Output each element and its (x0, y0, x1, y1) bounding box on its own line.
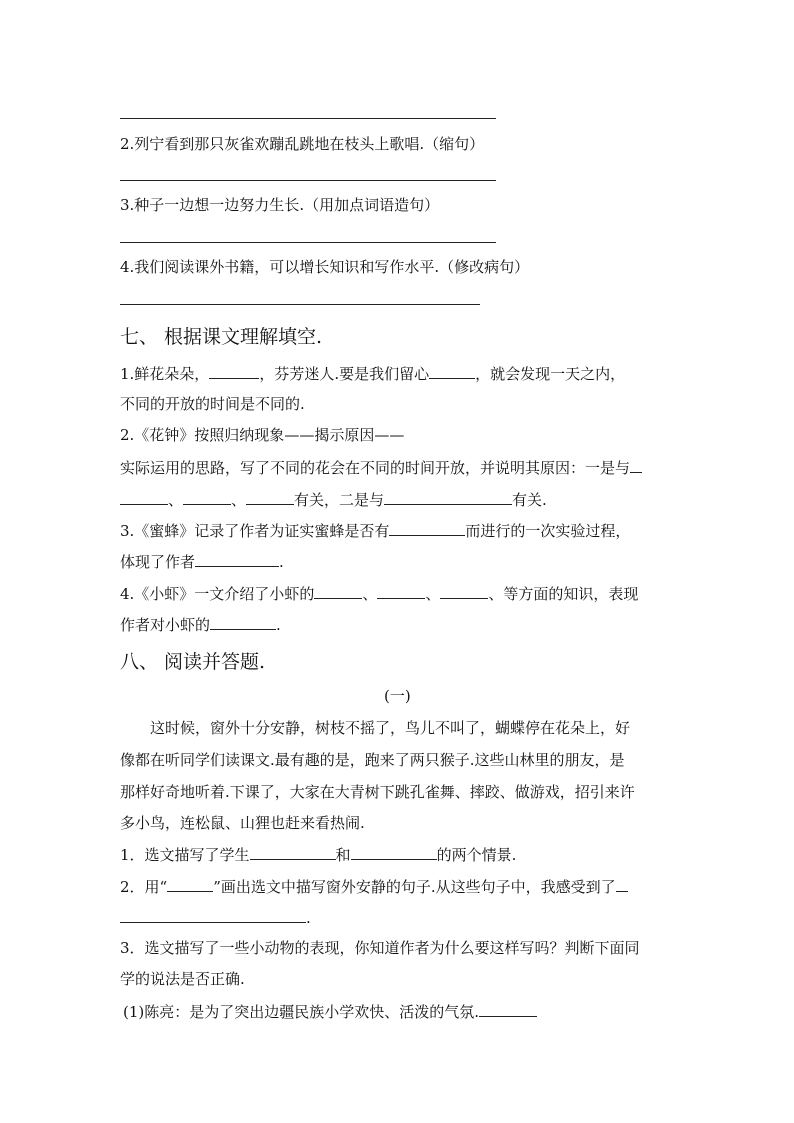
s7-q1-text-b: ，芬芳迷人.要是我们留心 (259, 365, 430, 383)
s7-q2-end: 有关. (512, 491, 547, 509)
answer-line-1[interactable] (120, 118, 496, 119)
s7-q3-line2 (120, 550, 284, 572)
blank[interactable] (389, 519, 465, 536)
section-8-title: 八、 阅读并答题. (120, 651, 266, 673)
blank[interactable] (250, 843, 336, 860)
blank[interactable] (314, 582, 362, 599)
s8-q3-line1: 3．选文描写了一些小动物的表现，你知道作者为什么要这样写吗？判断下面同 (120, 939, 640, 957)
s8-q3-item-1 (123, 1000, 537, 1022)
s8-q2-end: . (306, 909, 311, 927)
sep: 、 (231, 491, 247, 509)
blank[interactable] (167, 875, 213, 892)
passage-line-2: 像都在听同学们读课文.最有趣的是，跑来了两只猴子.这些山林里的朋友，是 (120, 751, 625, 769)
blank[interactable] (209, 362, 259, 379)
s8-q2-b: ”画出选文中描写窗外安静的句子.从这些句子中，我感受到了 (213, 878, 616, 896)
s7-q2-text: 实际运用的思路，写了不同的花会在不同的时间开放，并说明其原因：一是与 (120, 459, 631, 477)
s7-q2-line1: 2.《花钟》按照归纳现象——揭示原因—— (120, 426, 405, 444)
s8-q2-line2 (120, 906, 311, 928)
s7-q2-line2 (120, 456, 642, 478)
s7-q1-text-c: ，就会发现一天之内， (475, 365, 626, 383)
s8-q3-line2: 学的说法是否正确. (120, 970, 245, 988)
passage-line-1: 这时候，窗外十分安静，树枝不摇了，鸟儿不叫了，蝴蝶停在花朵上，好 (150, 719, 631, 737)
sep: 、 (168, 491, 184, 509)
s7-q4-line2-a: 作者对小虾的 (120, 616, 211, 634)
answer-line-2[interactable] (120, 180, 496, 181)
s7-q3-line2-b: . (279, 553, 284, 571)
s7-q3-line1 (120, 519, 630, 541)
blank[interactable] (440, 582, 488, 599)
blank[interactable] (377, 582, 425, 599)
passage-line-4: 多小鸟，连松鼠、山狸也赶来看热闹. (120, 814, 365, 832)
blank[interactable] (429, 362, 475, 379)
s6-question-3: 3.种子一边想一边努力生长.（用加点词语造句） (120, 196, 440, 214)
s8-q2-line1 (120, 875, 628, 897)
blank[interactable] (630, 456, 642, 473)
s7-q3-text-b: 而进行的一次实验过程， (465, 522, 631, 540)
blank[interactable] (384, 488, 512, 505)
answer-line-4[interactable] (120, 304, 480, 305)
section-7-title: 七、 根据课文理解填空. (120, 326, 323, 348)
answer-line-3[interactable] (120, 242, 496, 243)
s8-q3-item-1-text: (1)陈亮：是为了突出边疆民族小学欢快、活泼的气氛. (123, 1003, 480, 1021)
s7-q2-line3 (120, 488, 547, 510)
s6-question-2: 2.列宁看到那只灰雀欢蹦乱跳地在枝头上歌唱.（缩句） (120, 135, 485, 153)
passage-line-3: 那样好奇地听着.下课了，大家在大青树下跳孔雀舞、摔跤、做游戏，招引来许 (120, 783, 635, 801)
s7-q4-text-a: 4.《小虾》一文介绍了小虾的 (120, 585, 315, 603)
sep: 、 (425, 585, 441, 603)
blank[interactable] (246, 488, 294, 505)
s8-q1-a: 1．选文描写了学生 (120, 846, 250, 864)
s7-q2-mid: 有关，二是与 (294, 491, 385, 509)
s7-q4-line2 (120, 613, 281, 635)
blank[interactable] (183, 488, 231, 505)
s8-q1-c: 的两个情景. (436, 846, 517, 864)
sep: 、 (362, 585, 378, 603)
blank[interactable] (351, 843, 437, 860)
s8-q1-b: 和 (335, 846, 351, 864)
s7-q1-line2: 不同的开放的时间是不同的. (120, 395, 305, 413)
s7-q3-line2-a: 体现了作者 (120, 553, 196, 571)
passage-subtitle: (一) (384, 687, 411, 705)
s7-q4-line2-b: . (276, 616, 281, 634)
s8-q1 (120, 843, 516, 865)
blank[interactable] (210, 613, 276, 630)
s7-q4-text-b: 、等方面的知识，表现 (488, 585, 639, 603)
s7-q4-line1 (120, 582, 638, 604)
blank[interactable] (479, 1000, 537, 1017)
s6-question-4: 4.我们阅读课外书籍，可以增长知识和写作水平.（修改病句） (120, 258, 530, 276)
blank[interactable] (195, 550, 279, 567)
s7-q1-text-a: 1.鲜花朵朵， (120, 365, 210, 383)
s8-q2-a: 2．用“ (120, 878, 168, 896)
blank[interactable] (120, 906, 306, 923)
blank[interactable] (616, 875, 628, 892)
s7-q3-text-a: 3.《蜜蜂》记录了作者为证实蜜蜂是否有 (120, 522, 390, 540)
blank[interactable] (120, 488, 168, 505)
s7-q1-line1 (120, 362, 625, 384)
